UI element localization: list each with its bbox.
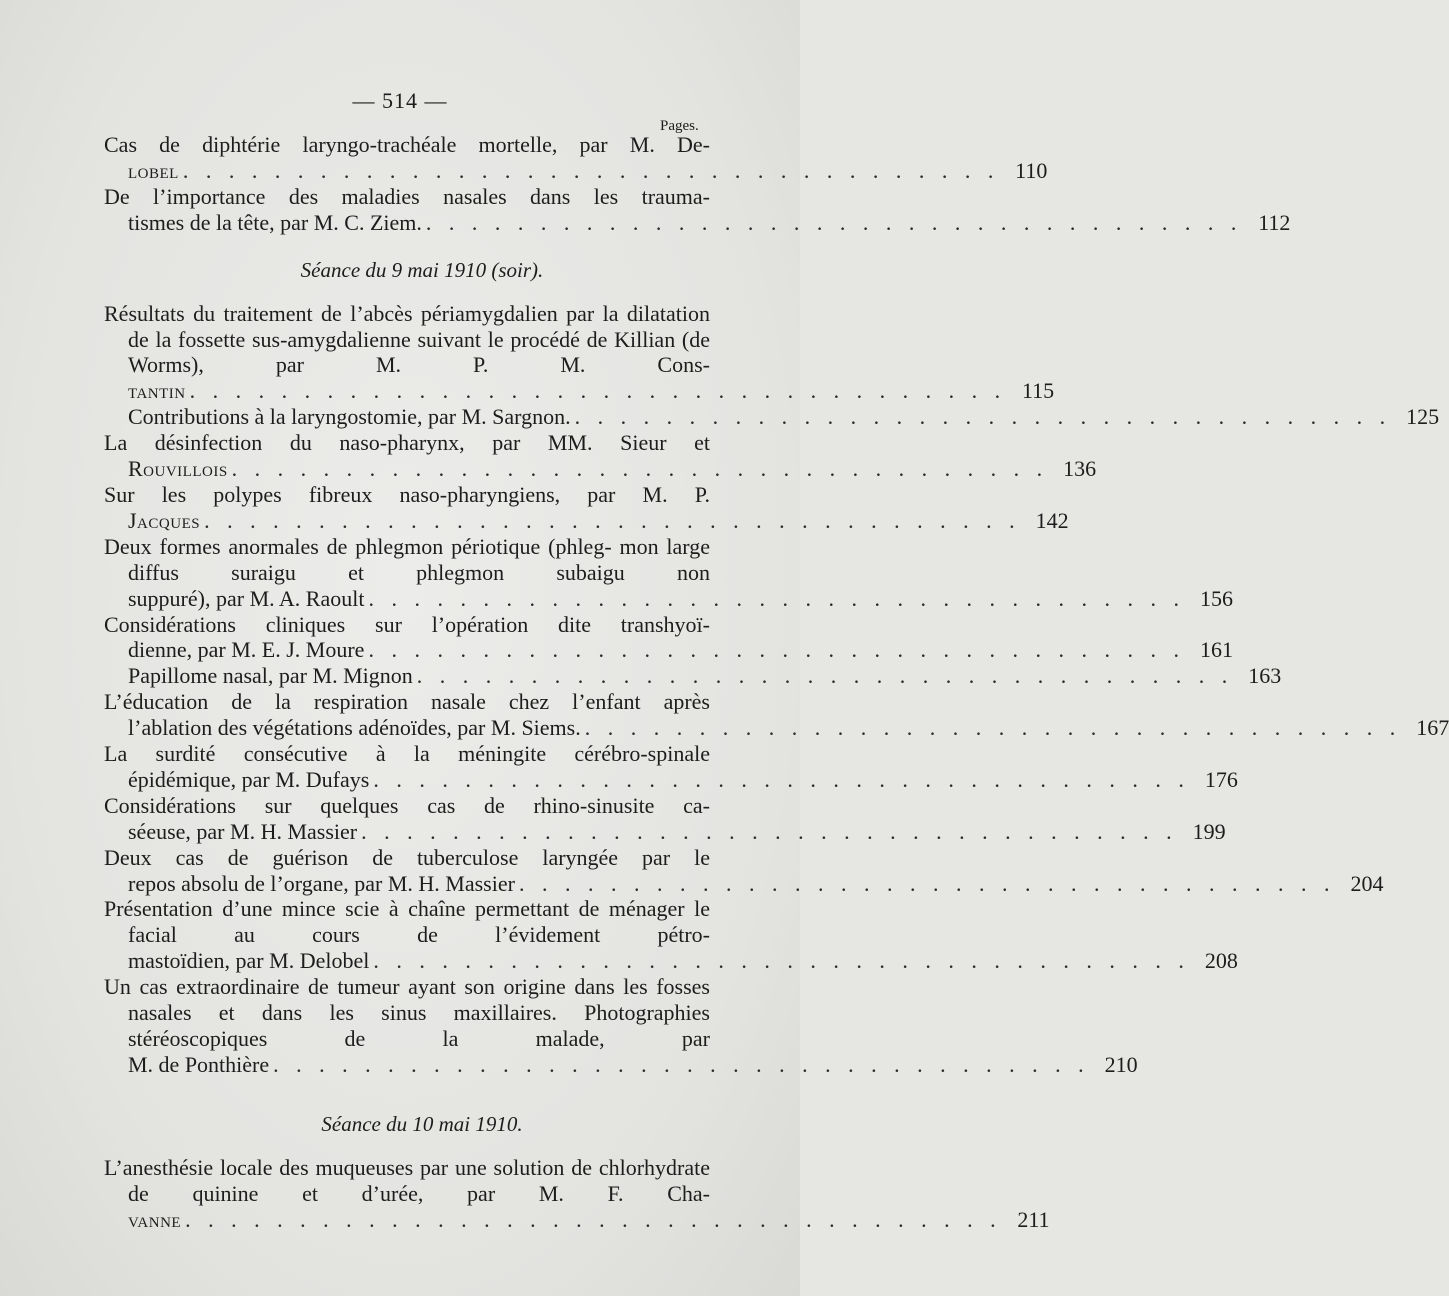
leader-dots: . . . . . . . . . . . . . . . . . . . . . . . . . . . . . . . . . . . . (373, 766, 1190, 792)
toc-entry-last-line: Papillome nasal, par M. Mignon (128, 663, 413, 689)
leader-dots: . . . . . . . . . . . . . . . . . . . . . . . . . . . . . . . . . . . . (373, 948, 1190, 974)
toc-entry (104, 792, 1226, 845)
toc-entry (104, 741, 1238, 793)
toc-entry (104, 1154, 1050, 1233)
toc-entry-last-line: vanne (128, 1206, 182, 1232)
leader-dots: . . . . . . . . . . . . . . . . . . . . . . . . . . . . . . . . . . . . (368, 585, 1185, 611)
toc-entry-text: L’anesthésie locale des muqueuses par une solution de chlorhydrate de quinine et d’urée, par M. F. Cha- (104, 1154, 710, 1206)
toc-entry-last-line: repos absolu de l’organe, par M. H. Massier (128, 870, 515, 896)
leader-dots: . . . . . . . . . . . . . . . . . . . . . . . . . . . . . . . . . . . . (361, 818, 1178, 844)
toc-page-number: 125 (1406, 404, 1440, 430)
toc-page-number: 167 (1416, 715, 1449, 741)
session-heading: Séance du 9 mai 1910 (soir). (300, 257, 544, 282)
toc-entry-text: Deux cas de guérison de tuberculose laryngée par le (104, 844, 710, 870)
toc-page-number: 211 (1017, 1206, 1050, 1232)
toc-page-number: 161 (1199, 637, 1233, 663)
leader-dots: . . . . . . . . . . . . . . . . . . . . . . . . . . . . . . . . . . . . (231, 456, 1049, 482)
toc-page-number: 110 (1015, 157, 1048, 183)
toc-entry-text: Deux formes anormales de phlegmon périotique (phleg- mon large diffus suraigu et phlegmon subaigu non (104, 533, 710, 585)
toc-entry-text: La désinfection du naso-pharynx, par MM. Sieur et (104, 430, 710, 456)
leader-dots: . . . . . . . . . . . . . . . . . . . . . . . . . . . . . . . . . . . . (584, 715, 1402, 741)
leader-dots: . . . . . . . . . . . . . . . . . . . . . . . . . . . . . . . . . . . . (416, 663, 1234, 689)
toc-entry (104, 533, 1233, 612)
leader-dots: . . . . . . . . . . . . . . . . . . . . . . . . . . . . . . . . . . . . (368, 637, 1185, 663)
toc-page-number: 115 (1021, 378, 1055, 404)
toc-page-number: 142 (1035, 507, 1069, 533)
toc-page-number: 199 (1192, 818, 1226, 844)
toc-entry-last-line: mastoïdien, par M. Delobel (128, 948, 370, 974)
toc-page-number: 112 (1258, 209, 1291, 235)
toc-page-number: 176 (1204, 766, 1238, 792)
toc-entry (104, 611, 1233, 664)
toc-entry (104, 481, 1069, 534)
toc-page-number: 163 (1248, 663, 1282, 689)
toc-page-number: 156 (1199, 585, 1233, 611)
toc-entry (104, 183, 1291, 236)
toc-entry-text: De l’importance des maladies nasales dans les trauma- (104, 183, 710, 209)
toc-entry-last-line: lobel (128, 157, 179, 183)
toc-entry-text: Considérations cliniques sur l’opération dite transhyoï- (104, 611, 710, 637)
toc-entry (104, 300, 1055, 405)
toc-entry (104, 689, 1449, 741)
toc-entry (104, 663, 1282, 689)
toc-entry-text: Un cas extraordinaire de tumeur ayant son origine dans les fosses nasales et dans les sinus maxillaires. Photographies stéréoscopiques de la malade, par (104, 974, 710, 1051)
leader-dots: . . . . . . . . . . . . . . . . . . . . . . . . . . . . . . . . . . . . (574, 404, 1392, 430)
toc-entry (104, 132, 1048, 184)
toc-entry (104, 404, 1440, 430)
leader-dots: . . . . . . . . . . . . . . . . . . . . . . . . . . . . . . . . . . . . (518, 870, 1336, 896)
toc-entry-last-line: Jacques (128, 507, 201, 533)
toc-entry-last-line: dienne, par M. E. J. Moure (128, 637, 365, 663)
toc-entry-last-line: tantin (128, 378, 186, 404)
toc-page-number: 210 (1104, 1051, 1138, 1077)
page-number: — 514 — (352, 88, 448, 113)
toc-entry-text: L’éducation de la respiration nasale chez l’enfant après (104, 689, 710, 715)
toc-entry (104, 844, 1384, 897)
toc-entry-text: La surdité consécutive à la méningite cérébro-spinale (104, 741, 710, 767)
toc-entry (104, 430, 1097, 482)
leader-dots: . . . . . . . . . . . . . . . . . . . . . . . . . . . . . . . . . . . . (185, 1206, 1002, 1232)
toc-entry-text: Sur les polypes fibreux naso-pharyngiens, par M. P. (104, 481, 710, 507)
toc-page-number: 136 (1063, 456, 1097, 482)
session-heading: Séance du 10 mai 1910. (321, 1111, 523, 1136)
toc-entry-last-line: suppuré), par M. A. Raoult (128, 585, 365, 611)
toc-page-number: 208 (1204, 948, 1238, 974)
toc-entry-last-line: épidémique, par M. Dufays (128, 766, 370, 792)
toc-entry-last-line: séeuse, par M. H. Massier (128, 818, 358, 844)
pages-column-label: Pages. (660, 118, 699, 134)
leader-dots: . . . . . . . . . . . . . . . . . . . . . . . . . . . . . . . . . . . . (189, 378, 1007, 404)
leader-dots: . . . . . . . . . . . . . . . . . . . . . . . . . . . . . . . . . . . . (204, 507, 1021, 533)
toc-entry (104, 896, 1238, 974)
toc-entry-text: Cas de diphtérie laryngo-trachéale mortelle, par M. De- (104, 132, 710, 157)
toc-entry-text: Considérations sur quelques cas de rhino-sinusite ca- (104, 792, 710, 818)
toc-entry-last-line: M. de Ponthière (128, 1051, 270, 1077)
toc-entry-last-line: tismes de la tête, par M. C. Ziem. (128, 209, 422, 235)
toc-entry-text: Présentation d’une mince scie à chaîne permettant de ménager le facial au cours de l’évidement pétro- (104, 896, 710, 948)
toc-entry (104, 974, 1138, 1078)
leader-dots: . . . . . . . . . . . . . . . . . . . . . . . . . . . . . . . . . . . . (182, 157, 1000, 183)
table-of-contents (104, 132, 1449, 1233)
leader-dots: . . . . . . . . . . . . . . . . . . . . . . . . . . . . . . . . . . . . (425, 209, 1243, 235)
toc-entry-last-line: l’ablation des végétations adénoïdes, par M. Siems. (128, 715, 581, 741)
toc-entry-last-line: Contributions à la laryngostomie, par M. Sargnon. (128, 404, 571, 430)
leader-dots: . . . . . . . . . . . . . . . . . . . . . . . . . . . . . . . . . . . . (273, 1051, 1090, 1077)
toc-entry-last-line: Rouvillois (128, 456, 228, 482)
toc-page-number: 204 (1350, 870, 1384, 896)
toc-entry-text: Résultats du traitement de l’abcès périamygdalien par la dilatation de la fossette sus-amygdalienne suivant le procédé de Killian (de Worms), par M. P. M. Cons- (104, 300, 710, 378)
